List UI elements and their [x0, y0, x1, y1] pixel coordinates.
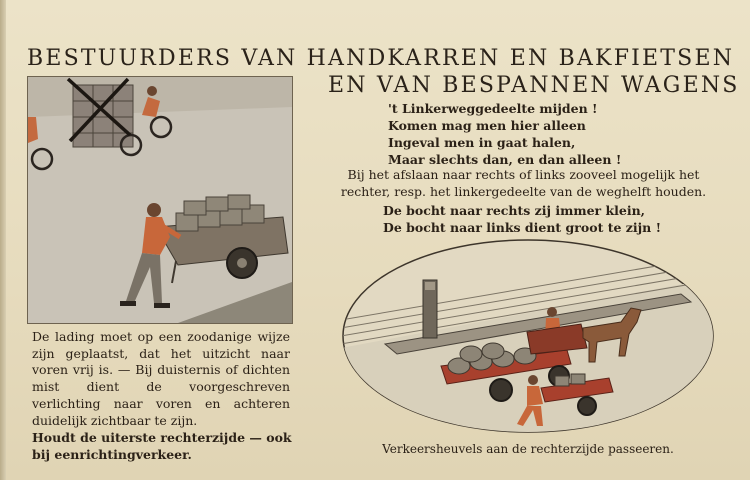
turning-rule-paragraph: Bij het afslaan naar rechts of links zooveel mogelijk het rechter, resp. het linkergedeelte van de weghelft houden. — [340, 167, 707, 199]
handcart-illustration — [27, 76, 293, 324]
verse-line: Komen mag men hier alleen — [388, 118, 586, 133]
verse-linkerweggedeelte — [388, 100, 621, 168]
page-title-line-1: BESTUURDERS VAN HANDKARREN EN BAKFIETSEN — [27, 46, 735, 71]
traffic-island-illustration — [341, 238, 715, 438]
keep-right-notice: Houdt de uiterste rechterzijde — ook bij eenrichtingverkeer. — [32, 430, 292, 462]
verse-line: Maar slechts dan, en dan alleen ! — [388, 152, 622, 167]
handcart-illustration-svg — [28, 77, 292, 323]
page-binding-edge — [0, 0, 6, 480]
driver-head — [547, 307, 557, 317]
verse-line: De bocht naar links dient groot te zijn ! — [383, 220, 662, 235]
verse-bocht — [383, 202, 661, 236]
illustration-caption: Verkeersheuvels aan de rechterzijde passeeren. — [382, 442, 674, 456]
verse-line: 't Linkerweggedeelte mijden ! — [388, 101, 598, 116]
verse-line: Ingeval men in gaat halen, — [388, 135, 576, 150]
verse-line: De bocht naar rechts zij immer klein, — [383, 203, 646, 218]
traffic-island-svg — [341, 238, 715, 438]
page-title-line-2: EN VAN BESPANNEN WAGENS — [328, 73, 740, 98]
rider-head — [147, 86, 157, 96]
lading-paragraph: De lading moet op een zoodanige wijze zijn geplaatst, dat het uitzicht naar voren vrij is. — Bij duisternis of dichten mist dient de voorgeschreven verlichting naar voren en achteren duidelijk zichtbaar te zijn. — [32, 329, 290, 428]
man-head — [147, 203, 161, 217]
